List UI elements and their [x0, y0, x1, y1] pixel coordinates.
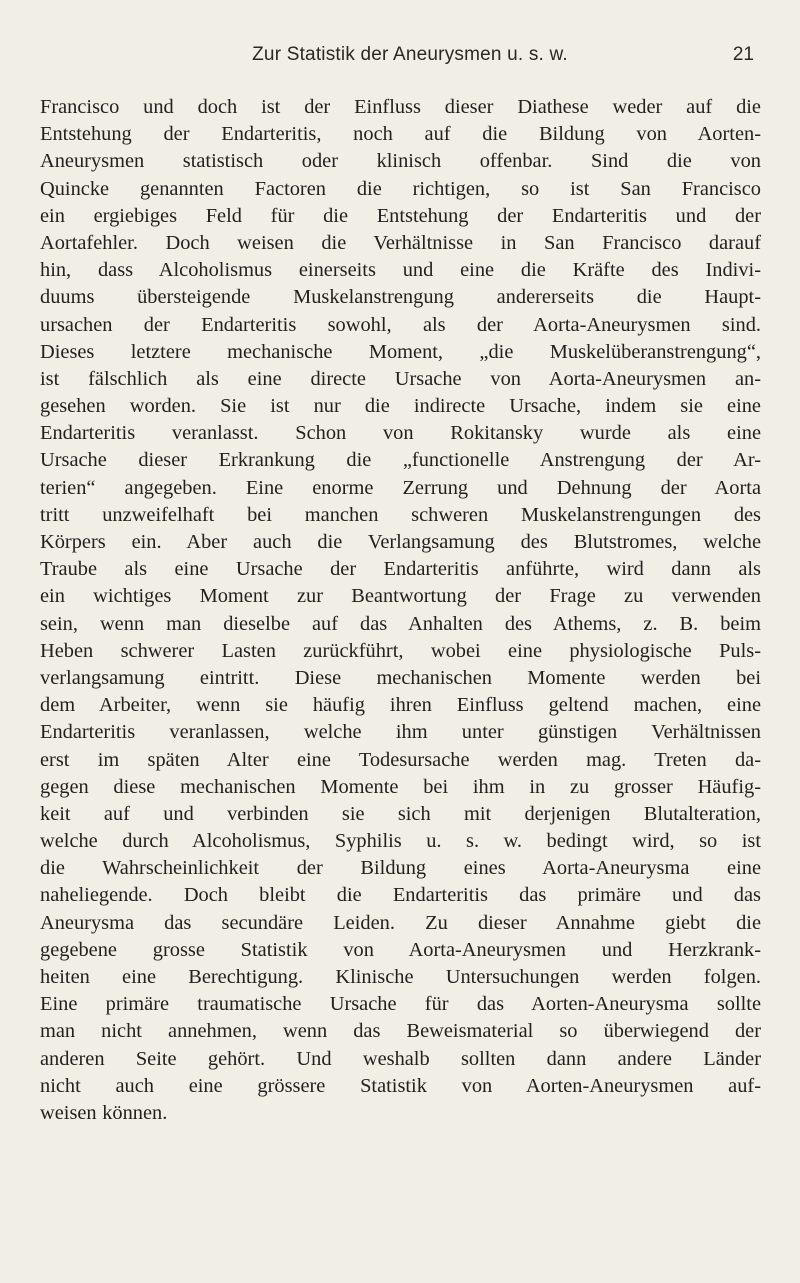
text-line: ursachen der Endarteritis sowohl, als der Aorta-Aneurysmen sind.: [40, 313, 761, 336]
body-paragraph: [40, 94, 761, 1127]
text-line: keit auf und verbinden sie sich mit derjenigen Blutalteration,: [40, 802, 761, 825]
text-line: Aneurysmen statistisch oder klinisch offenbar. Sind die von: [40, 150, 761, 173]
text-line: duums übersteigende Muskelanstrengung andererseits die Haupt-: [40, 286, 761, 309]
running-head: [60, 44, 760, 74]
text-line: tritt unzweifelhaft bei manchen schweren Muskelanstrengungen des: [40, 503, 761, 526]
text-line: dem Arbeiter, wenn sie häufig ihren Einfluss geltend machen, eine: [40, 694, 761, 717]
text-line: anderen Seite gehört. Und weshalb sollten dann andere Länder: [40, 1047, 761, 1070]
text-line: hin, dass Alcoholismus einerseits und eine die Kräfte des Indivi-: [40, 259, 761, 282]
text-line: Quincke genannten Factoren die richtigen, so ist San Francisco: [40, 177, 761, 200]
text-line: gegebene grosse Statistik von Aorta-Aneurysmen und Herzkrank-: [40, 938, 761, 961]
text-line: naheliegende. Doch bleibt die Endarteritis das primäre und das: [40, 884, 761, 907]
running-title: Zur Statistik der Aneurysmen u. s. w.: [252, 44, 568, 65]
text-line: ein ergiebiges Feld für die Entstehung der Endarteritis und der: [40, 204, 761, 227]
text-line: Endarteritis veranlassen, welche ihm unter günstigen Verhältnissen: [40, 721, 761, 744]
text-line: erst im späten Alter eine Todesursache werden mag. Treten da-: [40, 748, 761, 771]
text-line: Heben schwerer Lasten zurückführt, wobei eine physiologische Puls-: [40, 639, 761, 662]
text-line: man nicht annehmen, wenn das Beweismaterial so überwiegend der: [40, 1020, 761, 1043]
text-line: die Wahrscheinlichkeit der Bildung eines Aorta-Aneurysma eine: [40, 857, 761, 880]
text-line: heiten eine Berechtigung. Klinische Untersuchungen werden folgen.: [40, 966, 761, 988]
text-line: gegen diese mechanischen Momente bei ihm in zu grosser Häufig-: [40, 775, 761, 798]
text-line: Traube als eine Ursache der Endarteritis anführte, wird dann als: [40, 558, 761, 581]
text-line: gesehen worden. Sie ist nur die indirecte Ursache, indem sie eine: [40, 395, 761, 418]
text-line: Dieses letztere mechanische Moment, „die Muskelüberanstrengung“,: [40, 340, 761, 363]
text-line: nicht auch eine grössere Statistik von Aorten-Aneurysmen auf-: [40, 1074, 761, 1097]
text-line: Eine primäre traumatische Ursache für das Aorten-Aneurysma sollte: [40, 993, 761, 1016]
text-line: welche durch Alcoholismus, Syphilis u. s. w. bedingt wird, so ist: [40, 830, 761, 853]
text-line: Körpers ein. Aber auch die Verlangsamung des Blutstromes, welche: [40, 531, 761, 553]
text-line: sein, wenn man dieselbe auf das Anhalten des Athems, z. B. beim: [40, 612, 761, 635]
text-line: Entstehung der Endarteritis, noch auf die Bildung von Aorten-: [40, 123, 761, 146]
text-line: Francisco und doch ist der Einfluss dieser Diathese weder auf die: [40, 96, 761, 118]
text-line: terien“ angegeben. Eine enorme Zerrung und Dehnung der Aorta: [40, 476, 761, 499]
text-line: Aortafehler. Doch weisen die Verhältnisse in San Francisco darauf: [40, 231, 761, 254]
text-line: weisen können.: [40, 1101, 168, 1124]
text-line: verlangsamung eintritt. Diese mechanischen Momente werden bei: [40, 666, 761, 689]
text-line: Endarteritis veranlasst. Schon von Rokitansky wurde als eine: [40, 422, 761, 445]
text-line: Ursache dieser Erkrankung die „functionelle Anstrengung der Ar-: [40, 449, 761, 472]
text-line: Aneurysma das secundäre Leiden. Zu dieser Annahme giebt die: [40, 911, 761, 934]
text-line: ist fälschlich als eine directe Ursache von Aorta-Aneurysmen an-: [40, 367, 761, 390]
text-line: ein wichtiges Moment zur Beantwortung der Frage zu verwenden: [40, 585, 761, 608]
page-number: 21: [732, 44, 754, 65]
